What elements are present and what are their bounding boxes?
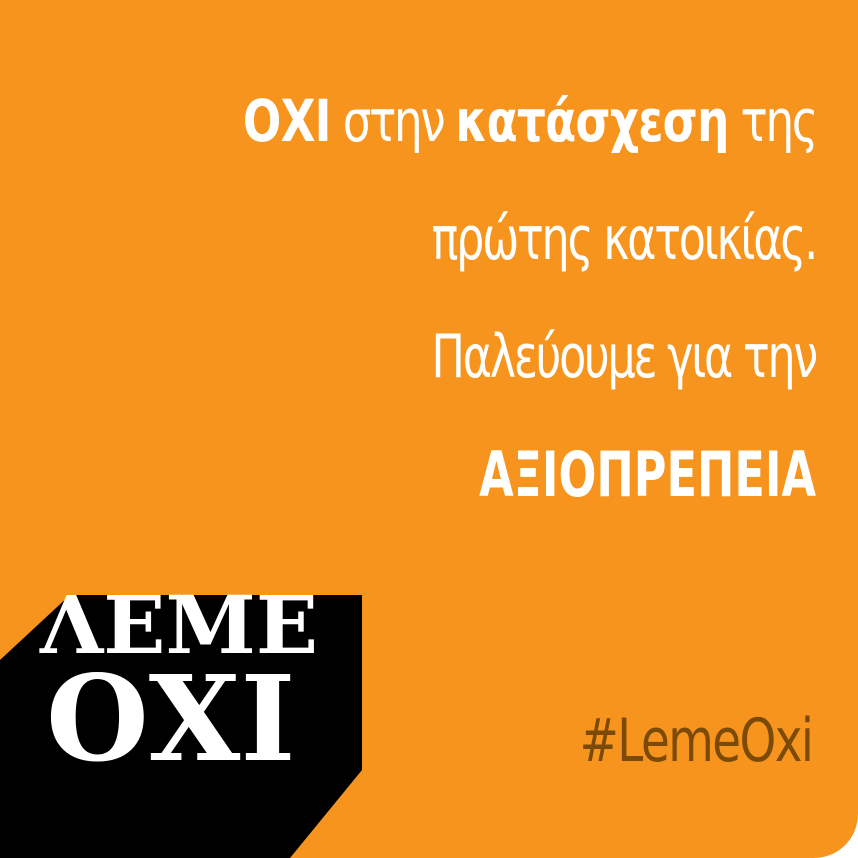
headline-line-2: πρώτης κατοικίας. (431, 204, 816, 274)
headline-tis: της (728, 87, 816, 155)
logo-oxi: ΟΧΙ (46, 649, 296, 788)
headline-line-4: ΑΞΙΟΠΡΕΠΕΙΑ (479, 438, 816, 511)
headline-kataschesi: κατάσχεση (455, 87, 729, 155)
headline-oxi: ΟΧΙ (242, 87, 331, 155)
headline-stin: στην (330, 87, 456, 155)
headline-line-3: Παλεύουμε για την (431, 322, 816, 392)
hashtag: #LemeOxi (579, 706, 812, 776)
logo-leme: ΛΕΜΕ (40, 578, 319, 672)
